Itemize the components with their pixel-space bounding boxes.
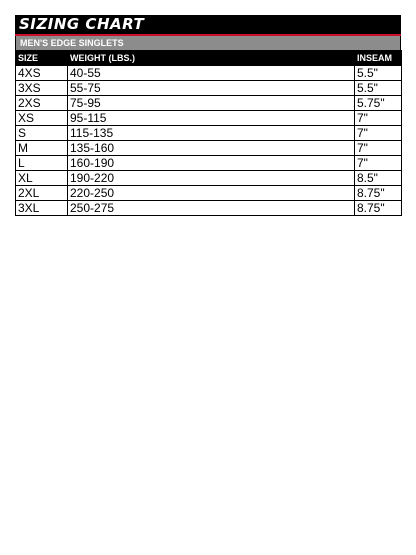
inseam-cell: 7": [355, 156, 402, 171]
table-row: [16, 111, 402, 126]
weight-cell: 40-55: [68, 66, 355, 81]
table-row: [16, 81, 402, 96]
inseam-cell: 8.75": [355, 186, 402, 201]
size-cell: L: [16, 156, 68, 171]
weight-cell: 250-275: [68, 201, 355, 216]
inseam-cell: 7": [355, 111, 402, 126]
weight-cell: 135-160: [68, 141, 355, 156]
weight-cell: 95-115: [68, 111, 355, 126]
weight-cell: 160-190: [68, 156, 355, 171]
table-row: [16, 96, 402, 111]
inseam-cell: 7": [355, 126, 402, 141]
chart-title: SIZING CHART: [15, 15, 401, 36]
size-cell: 4XS: [16, 66, 68, 81]
table-row: [16, 201, 402, 216]
sizing-table: [15, 50, 402, 216]
inseam-cell: 8.5": [355, 171, 402, 186]
inseam-cell: 7": [355, 141, 402, 156]
size-cell: S: [16, 126, 68, 141]
chart-subtitle: MEN'S EDGE SINGLETS: [15, 36, 401, 50]
weight-cell: 55-75: [68, 81, 355, 96]
weight-cell: 220-250: [68, 186, 355, 201]
column-header-inseam: INSEAM: [355, 51, 402, 66]
table-row: [16, 156, 402, 171]
size-cell: XS: [16, 111, 68, 126]
table-row: [16, 186, 402, 201]
size-cell: 3XL: [16, 201, 68, 216]
table-header-row: [16, 51, 402, 66]
table-row: [16, 66, 402, 81]
weight-cell: 75-95: [68, 96, 355, 111]
inseam-cell: 8.75": [355, 201, 402, 216]
size-cell: M: [16, 141, 68, 156]
inseam-cell: 5.5": [355, 66, 402, 81]
inseam-cell: 5.75": [355, 96, 402, 111]
inseam-cell: 5.5": [355, 81, 402, 96]
size-cell: 2XL: [16, 186, 68, 201]
size-cell: XL: [16, 171, 68, 186]
size-cell: 3XS: [16, 81, 68, 96]
column-header-size: SIZE: [16, 51, 68, 66]
table-row: [16, 171, 402, 186]
column-header-weight: WEIGHT (LBS.): [68, 51, 355, 66]
sizing-chart: [15, 15, 401, 216]
table-row: [16, 126, 402, 141]
table-row: [16, 141, 402, 156]
weight-cell: 190-220: [68, 171, 355, 186]
weight-cell: 115-135: [68, 126, 355, 141]
size-cell: 2XS: [16, 96, 68, 111]
